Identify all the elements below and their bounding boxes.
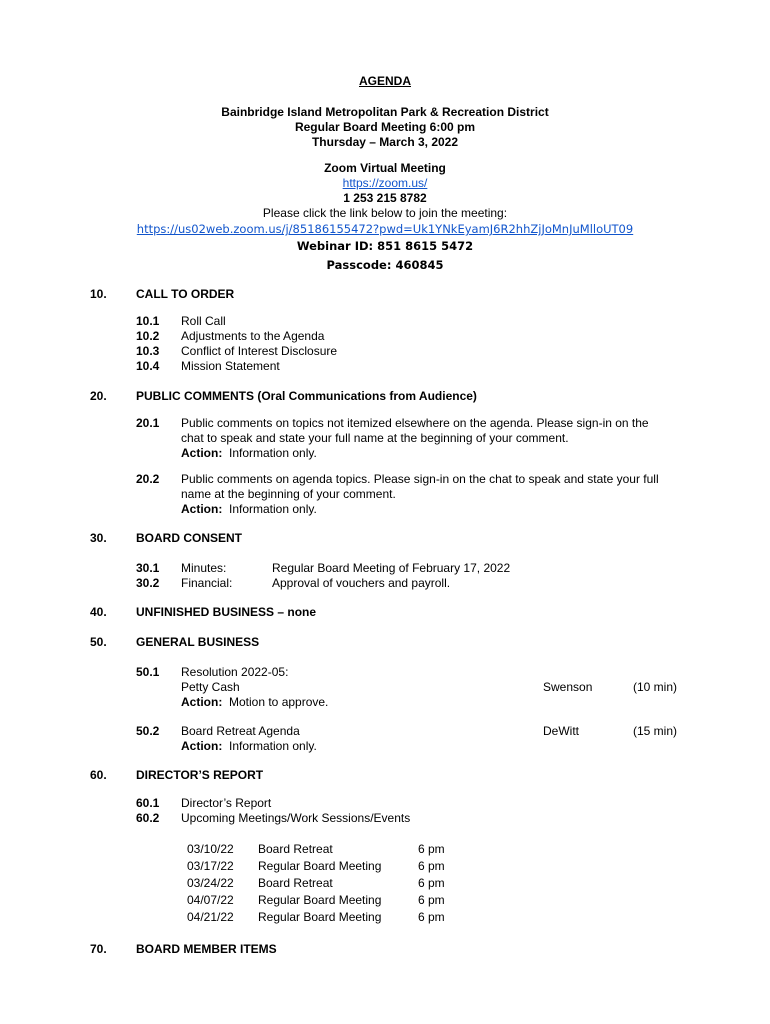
organization-name: Bainbridge Island Metropolitan Park & Recreation District	[221, 105, 549, 119]
meeting-name: Board Retreat	[258, 842, 333, 856]
section-title-call-to-order: CALL TO ORDER	[136, 287, 235, 301]
item-text: Director’s Report	[181, 796, 272, 810]
item-number: 30.1	[136, 561, 160, 575]
item-text: Conflict of Interest Disclosure	[181, 344, 338, 358]
meeting-date: 03/10/22	[187, 842, 234, 856]
item-number: 10.3	[136, 344, 160, 358]
section-title-general-business: GENERAL BUSINESS	[136, 635, 260, 649]
item-label: Minutes:	[181, 561, 227, 575]
section-number: 60.	[90, 768, 107, 782]
item-text: Public comments on agenda topics. Please sign-in on the chat to speak and state your full	[181, 472, 659, 486]
action-text: Information only.	[229, 739, 317, 753]
section-number: 10.	[90, 287, 107, 301]
duration: (15 min)	[633, 724, 678, 738]
meeting-date: 03/24/22	[187, 876, 234, 890]
meeting-name: Regular Board Meeting	[258, 893, 382, 907]
item-number: 60.2	[136, 811, 160, 825]
meeting-name: Regular Board Meeting 6:00 pm	[294, 120, 476, 134]
item-text: Approval of vouchers and payroll.	[272, 576, 451, 590]
section-title-unfinished-business: UNFINISHED BUSINESS – none	[136, 605, 317, 619]
action-label: Action:	[181, 739, 223, 753]
zoom-link-wrap	[0, 176, 770, 191]
action-text: Information only.	[229, 446, 317, 460]
item-action	[181, 695, 328, 710]
item-action	[181, 739, 317, 754]
meeting-date: 04/07/22	[187, 893, 234, 907]
section-title-public-comments: PUBLIC COMMENTS (Oral Communications from Audience)	[136, 389, 477, 403]
item-number: 10.4	[136, 359, 160, 373]
webinar-id: Webinar ID: 851 8615 5472	[296, 239, 474, 253]
passcode: Passcode: 460845	[326, 258, 444, 272]
join-link-wrap	[0, 222, 770, 237]
meeting-time: 6 pm	[418, 859, 445, 873]
action-label: Action:	[181, 502, 223, 516]
item-text: Regular Board Meeting of February 17, 2022	[272, 561, 511, 575]
join-instruction: Please click the link below to join the meeting:	[262, 206, 508, 220]
item-label: Financial:	[181, 576, 233, 590]
item-number: 30.2	[136, 576, 160, 590]
meeting-name: Regular Board Meeting	[258, 910, 382, 924]
meeting-date: Thursday – March 3, 2022	[311, 135, 459, 149]
section-title-directors-report: DIRECTOR’S REPORT	[136, 768, 264, 782]
page-title: AGENDA	[358, 74, 411, 88]
dial-in-phone: 1 253 215 8782	[343, 191, 427, 205]
section-number: 20.	[90, 389, 107, 403]
action-label: Action:	[181, 695, 223, 709]
item-text: Petty Cash	[181, 680, 240, 694]
zoom-link[interactable]: https://zoom.us/	[342, 176, 428, 190]
item-text: Upcoming Meetings/Work Sessions/Events	[181, 811, 411, 825]
section-title-board-consent: BOARD CONSENT	[136, 531, 243, 545]
section-number: 30.	[90, 531, 107, 545]
item-number: 60.1	[136, 796, 160, 810]
item-number: 50.2	[136, 724, 160, 738]
action-text: Motion to approve.	[229, 695, 329, 709]
meeting-name: Board Retreat	[258, 876, 333, 890]
meeting-time: 6 pm	[418, 910, 445, 924]
item-number: 10.2	[136, 329, 160, 343]
item-number: 20.2	[136, 472, 160, 486]
item-number: 10.1	[136, 314, 160, 328]
item-text: Board Retreat Agenda	[181, 724, 300, 738]
item-text: Roll Call	[181, 314, 226, 328]
meeting-date: 04/21/22	[187, 910, 234, 924]
section-number: 70.	[90, 942, 107, 956]
duration: (10 min)	[633, 680, 678, 694]
item-action	[181, 446, 317, 461]
item-text: Adjustments to the Agenda	[181, 329, 325, 343]
presenter: Swenson	[543, 680, 593, 694]
action-label: Action:	[181, 446, 223, 460]
section-number: 50.	[90, 635, 107, 649]
meeting-time: 6 pm	[418, 893, 445, 907]
section-title-board-member-items: BOARD MEMBER ITEMS	[136, 942, 277, 956]
zoom-title: Zoom Virtual Meeting	[324, 161, 446, 175]
meeting-time: 6 pm	[418, 876, 445, 890]
meeting-date: 03/17/22	[187, 859, 234, 873]
presenter: DeWitt	[543, 724, 579, 738]
item-text: Public comments on topics not itemized elsewhere on the agenda. Please sign-in on the	[181, 416, 649, 430]
meeting-time: 6 pm	[418, 842, 445, 856]
item-action	[181, 502, 317, 517]
item-text: Resolution 2022-05:	[181, 665, 289, 679]
action-text: Information only.	[229, 502, 317, 516]
item-text: Mission Statement	[181, 359, 280, 373]
join-meeting-link[interactable]: https://us02web.zoom.us/j/85186155472?pwd=Uk1YNkEyamJ6R2hhZjJoMnJuMlloUT09	[136, 222, 634, 236]
item-text: name at the beginning of your comment.	[181, 487, 396, 501]
meeting-name: Regular Board Meeting	[258, 859, 382, 873]
item-text: chat to speak and state your full name at the beginning of your comment.	[181, 431, 569, 445]
item-number: 20.1	[136, 416, 160, 430]
item-number: 50.1	[136, 665, 160, 679]
section-number: 40.	[90, 605, 107, 619]
